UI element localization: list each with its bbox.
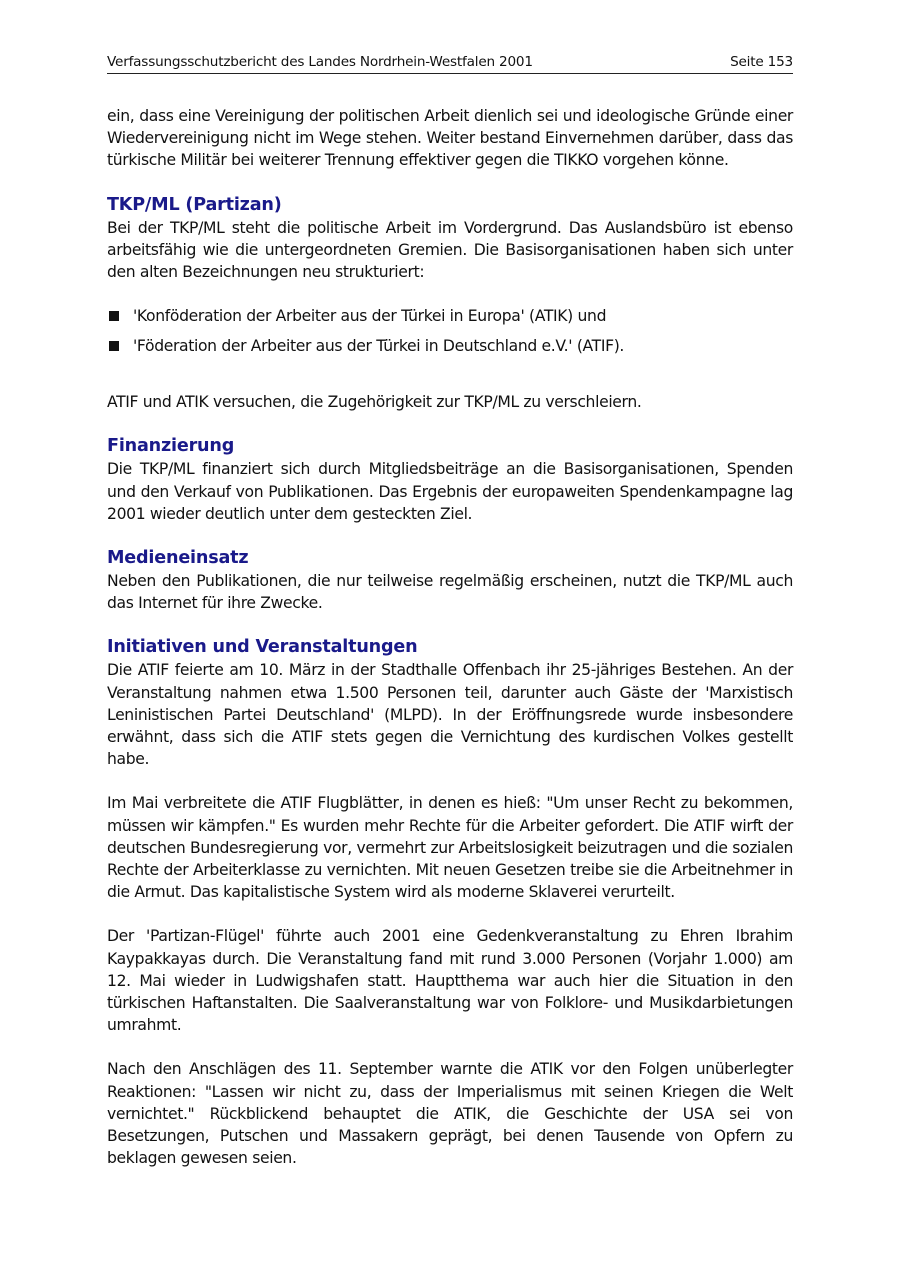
intro-paragraph: ein, dass eine Vereinigung der politischen Arbeit dienlich sei und ideologische Gründe einer Wiedervereinigung nicht im Wege stehen. Weiter bestand Einvernehmen darüber, dass das türkische Militär bei weiterer Trennung effektiver gegen die TIKKO vorgehen könne. (107, 107, 793, 170)
section-paragraph-tkp-ml: Bei der TKP/ML steht die politische Arbeit im Vordergrund. Das Auslandsbüro ist ebenso arbeitsfähig wie die untergeordneten Gremien. Die Basisorganisationen haben sich unter den alten Bezeichnungen neu strukturiert: (107, 218, 793, 282)
header-title: Verfassungsschutzbericht des Landes Nordrhein-Westfalen 2001 (107, 54, 533, 70)
section-paragraph-finanzierung: Die TKP/ML finanziert sich durch Mitgliedsbeiträge an die Basisorganisationen, Spenden und den Verkauf von Publikationen. Das Ergebnis der europaweiten Spendenkampagne lag 2001 wieder deutlich unter dem gesteckten Ziel. (107, 460, 793, 523)
section-heading-medieneinsatz: Medieneinsatz (107, 548, 249, 569)
section-heading-finanzierung: Finanzierung (107, 436, 235, 457)
document-body (107, 105, 793, 1170)
section-paragraph-initiativen-1: Die ATIF feierte am 10. März in der Stadthalle Offenbach ihr 25-jähriges Bestehen. An der Veranstaltung nahmen etwa 1.500 Personen teil, darunter auch Gäste der 'Marxistisch Leninistischen Partei Deutschland' (MLPD). In der Eröffnungsrede wurde insbesondere erwähnt, dass sich die ATIF stets gegen die Vernichtung des kurdischen Volkes gestellt habe. (107, 661, 793, 769)
list-item (107, 301, 793, 331)
organisation-list (107, 301, 793, 361)
square-bullet-icon (109, 341, 119, 351)
running-header (107, 53, 793, 74)
list-item (107, 331, 793, 361)
section-heading-initiativen: Initiativen und Veranstaltungen (107, 637, 418, 658)
header-page-number: Seite 153 (730, 54, 793, 70)
section-paragraph-medieneinsatz: Neben den Publikationen, die nur teilweise regelmäßig erscheinen, nutzt die TKP/ML auch das Internet für ihre Zwecke. (107, 572, 793, 613)
square-bullet-icon (109, 311, 119, 321)
after-list-paragraph: ATIF und ATIK versuchen, die Zugehörigkeit zur TKP/ML zu verschleiern. (107, 393, 642, 412)
section-paragraph-initiativen-3: Der 'Partizan-Flügel' führte auch 2001 eine Gedenkveranstaltung zu Ehren Ibrahim Kaypakkayas durch. Die Veranstaltung fand mit rund 3.000 Personen (Vorjahr 1.000) am 12. Mai wieder in Ludwigshafen statt. Hauptthema war auch hier die Situation in den türkischen Haftanstalten. Die Saalveranstaltung war von Folklore- und Musikdarbietungen umrahmt. (107, 927, 793, 1035)
list-item-text: 'Konföderation der Arbeiter aus der Türkei in Europa' (ATIK) und (133, 307, 607, 326)
section-paragraph-initiativen-4: Nach den Anschlägen des 11. September warnte die ATIK vor den Folgen unüberlegter Reaktionen: "Lassen wir nicht zu, dass der Imperialismus mit seinen Kriegen die Welt vernichtet." Rückblickend behauptet die ATIK, die Geschichte der USA sei von Besetzungen, Putschen und Massakern geprägt, bei denen Tausende von Opfern zu beklagen gewesen seien. (107, 1060, 793, 1168)
section-paragraph-initiativen-2: Im Mai verbreitete die ATIF Flugblätter, in denen es hieß: "Um unser Recht zu bekommen, müssen wir kämpfen." Es wurden mehr Rechte für die Arbeiter gefordert. Die ATIF wirft der deutschen Bundesregierung vor, vermehrt zur Arbeitslosigkeit beizutragen und die sozialen Rechte der Arbeiterklasse zu vernichten. Mit neuen Gesetzen treibe sie die Arbeitnehmer in die Armut. Das kapitalistische System wird als moderne Sklaverei verurteilt. (107, 794, 793, 902)
list-item-text: 'Föderation der Arbeiter aus der Türkei in Deutschland e.V.' (ATIF). (133, 337, 625, 356)
section-heading-tkp-ml: TKP/ML (Partizan) (107, 194, 282, 215)
